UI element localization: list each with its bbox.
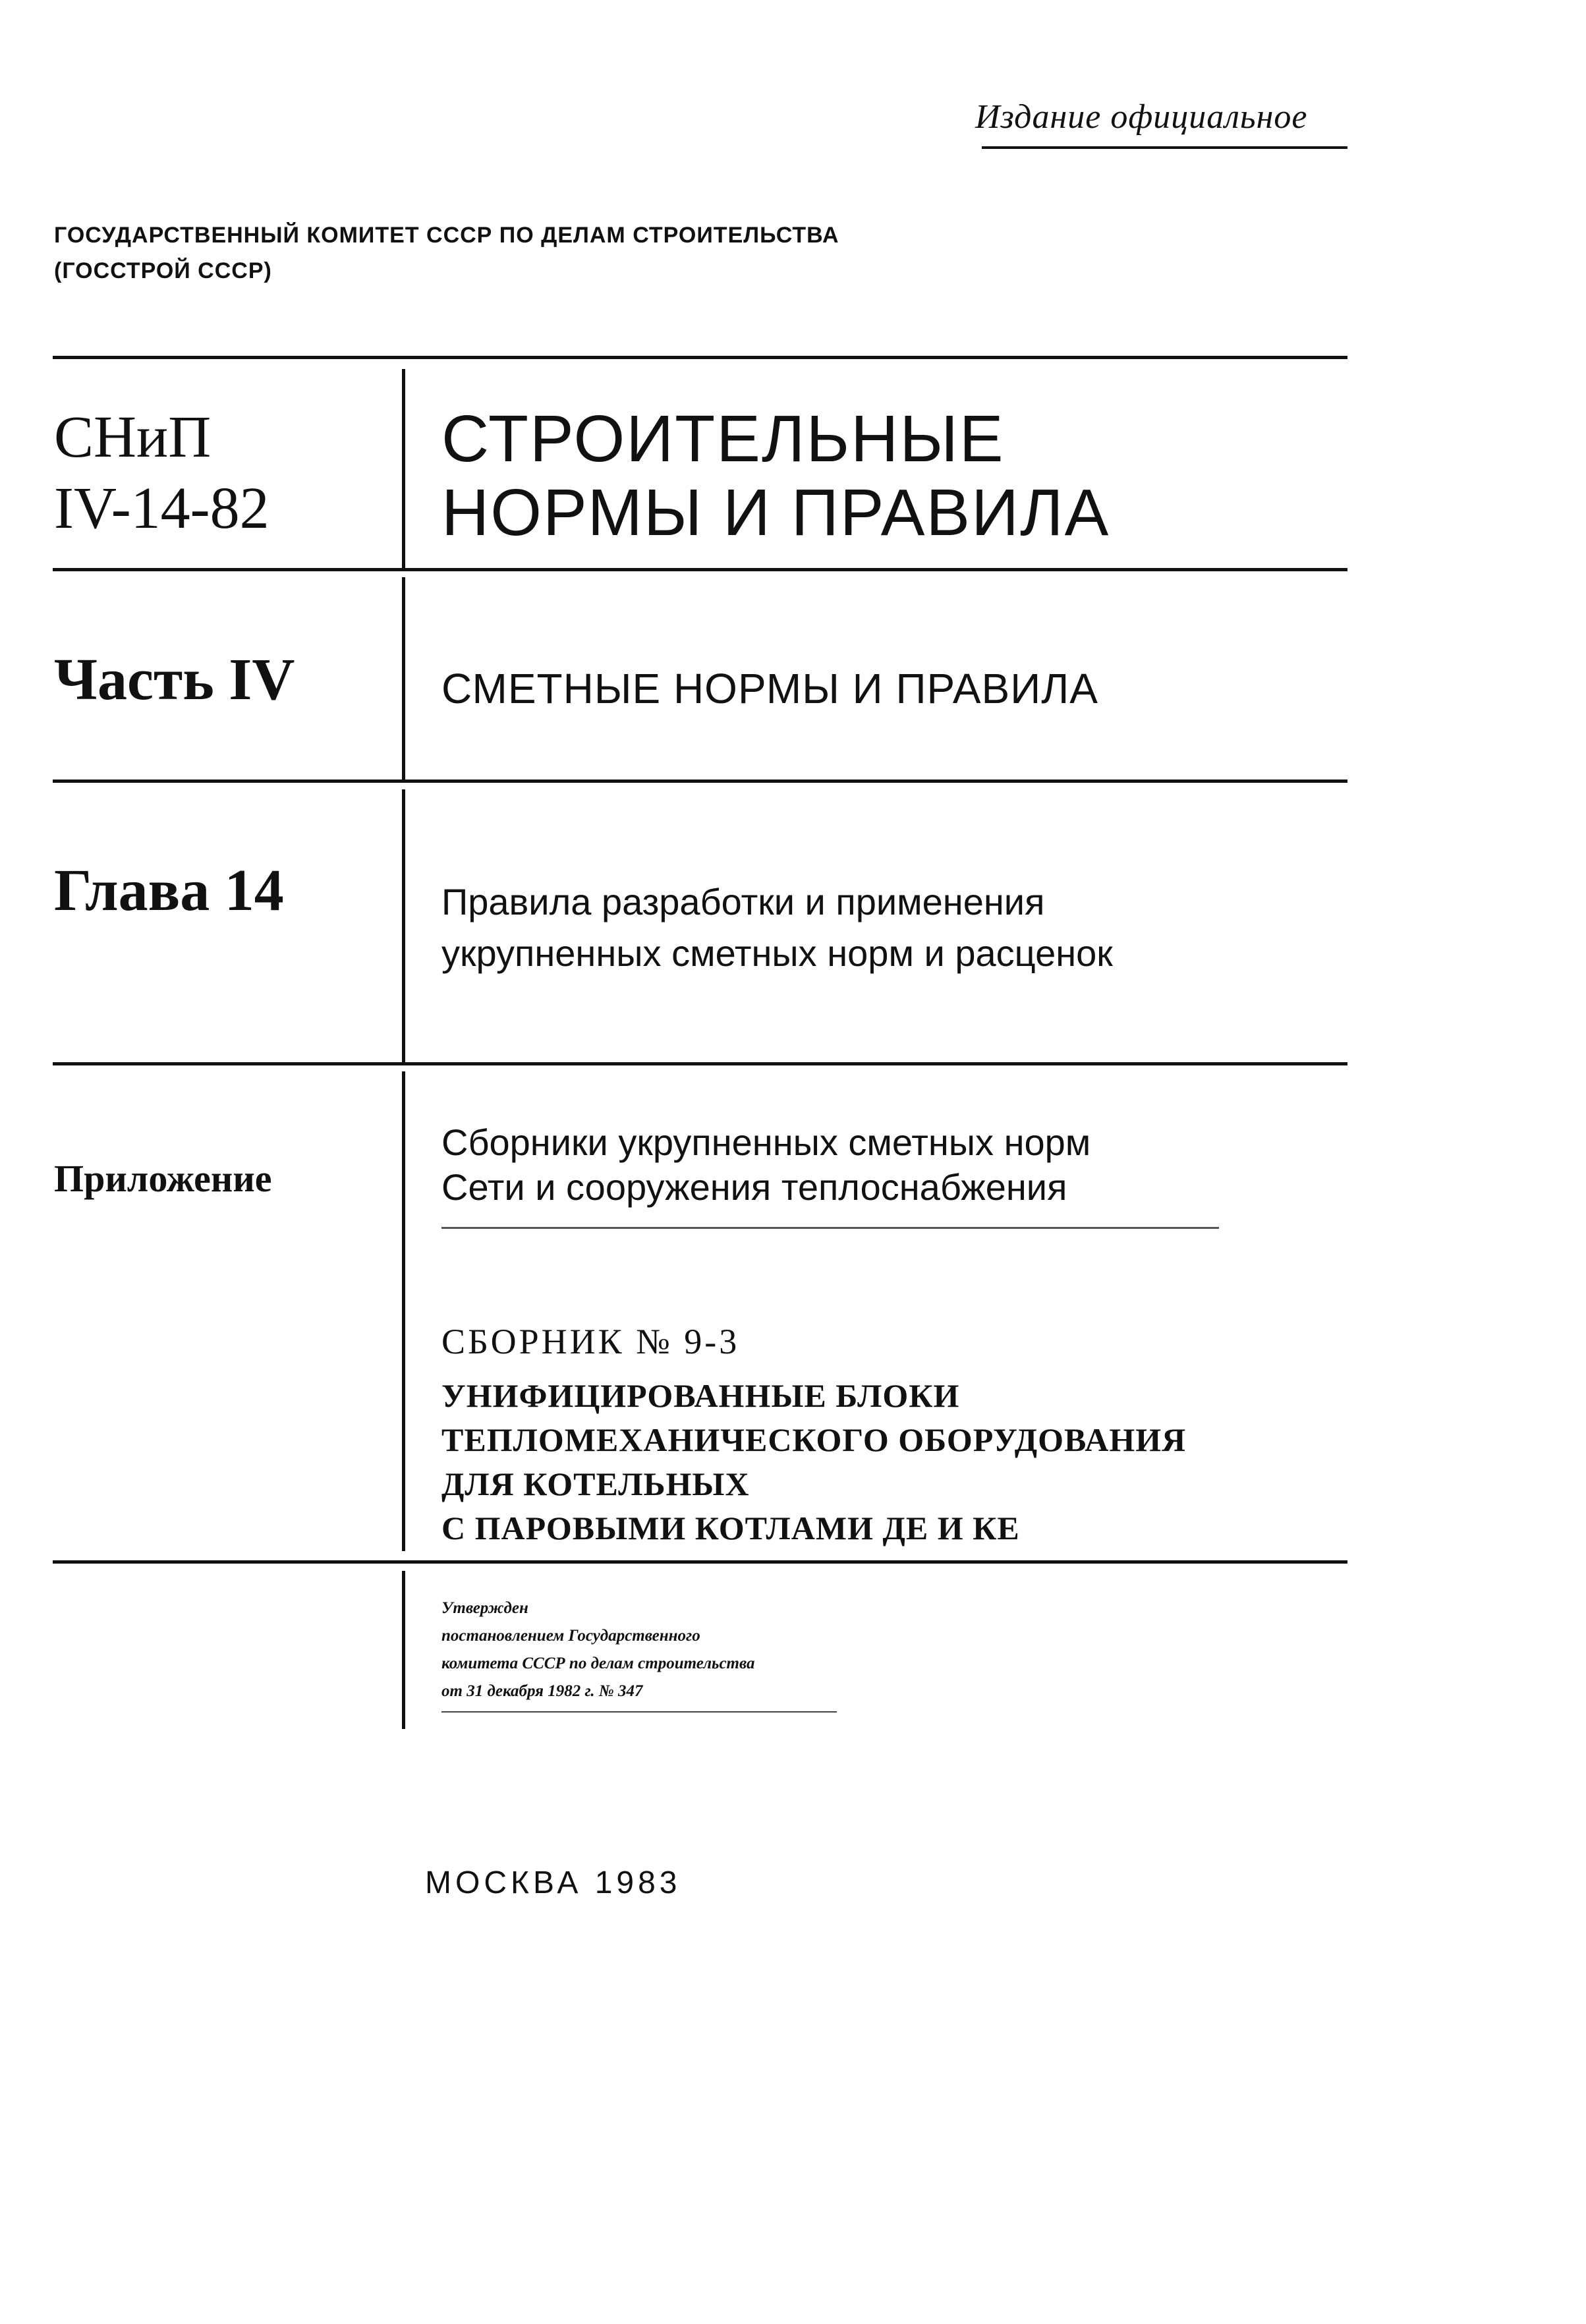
collection-title-line-2: ТЕПЛОМЕХАНИЧЕСКОГО ОБОРУДОВАНИЯ [441,1421,1187,1458]
appendix-underline [441,1227,1219,1229]
column-rule-4 [402,1071,405,1551]
table-rule-3 [53,779,1347,783]
committee-line-2: (ГОССТРОЙ СССР) [54,258,272,283]
chapter-title [441,876,1113,979]
column-rule-2 [402,577,405,779]
appendix-label: Приложение [54,1157,272,1200]
document-title-line-1: СТРОИТЕЛЬНЫЕ [441,402,1005,476]
table-rule-5 [53,1560,1347,1564]
committee-heading [54,217,1174,289]
committee-line-1: ГОСУДАРСТВЕННЫЙ КОМИТЕТ СССР ПО ДЕЛАМ СТРОИТЕЛЬСТВА [54,223,839,248]
collection-title-line-1: УНИФИЦИРОВАННЫЕ БЛОКИ [441,1377,960,1414]
chapter-title-line-1: Правила разработки и применения [441,881,1045,922]
appendix-title [441,1120,1090,1210]
chapter-title-line-2: укрупненных сметных норм и расценок [441,932,1113,974]
approval-line-4: от 31 декабря 1982 г. № 347 [441,1682,643,1700]
snip-code-line-1: СНиП [54,405,212,470]
snip-code-line-2: IV-14-82 [54,476,269,541]
collection-title-line-3: ДЛЯ КОТЕЛЬНЫХ [441,1465,750,1502]
table-rule-2 [53,568,1347,571]
place-and-year: МОСКВА 1983 [425,1865,681,1900]
document-title-line-2: НОРМЫ И ПРАВИЛА [441,476,1110,550]
approval-line-2: постановлением Государственного [441,1627,700,1645]
table-rule-4 [53,1062,1347,1065]
collection-title [441,1374,1186,1550]
edition-underline [982,146,1347,149]
approval-line-3: комитета СССР по делам строительства [441,1655,755,1672]
approval-line-1: Утвержден [441,1599,528,1617]
column-rule-1 [402,369,405,568]
document-title [441,402,1110,550]
snip-code [54,402,269,544]
edition-note: Издание официальное [975,98,1308,136]
collection-title-line-4: С ПАРОВЫМИ КОТЛАМИ ДЕ И КЕ [441,1510,1020,1546]
part-title: СМЕТНЫЕ НОРМЫ И ПРАВИЛА [441,665,1098,712]
table-rule-top [53,356,1347,359]
column-rule-3 [402,789,405,1062]
approval-note [441,1595,755,1705]
appendix-title-line-2: Сети и сооружения теплоснабжения [441,1166,1067,1208]
part-label: Часть IV [54,647,295,712]
chapter-label: Глава 14 [54,858,284,923]
appendix-title-line-1: Сборники укрупненных сметных норм [441,1121,1091,1163]
collection-number: СБОРНИК № 9-3 [441,1322,740,1361]
column-rule-5 [402,1571,405,1729]
approval-underline [441,1711,837,1713]
